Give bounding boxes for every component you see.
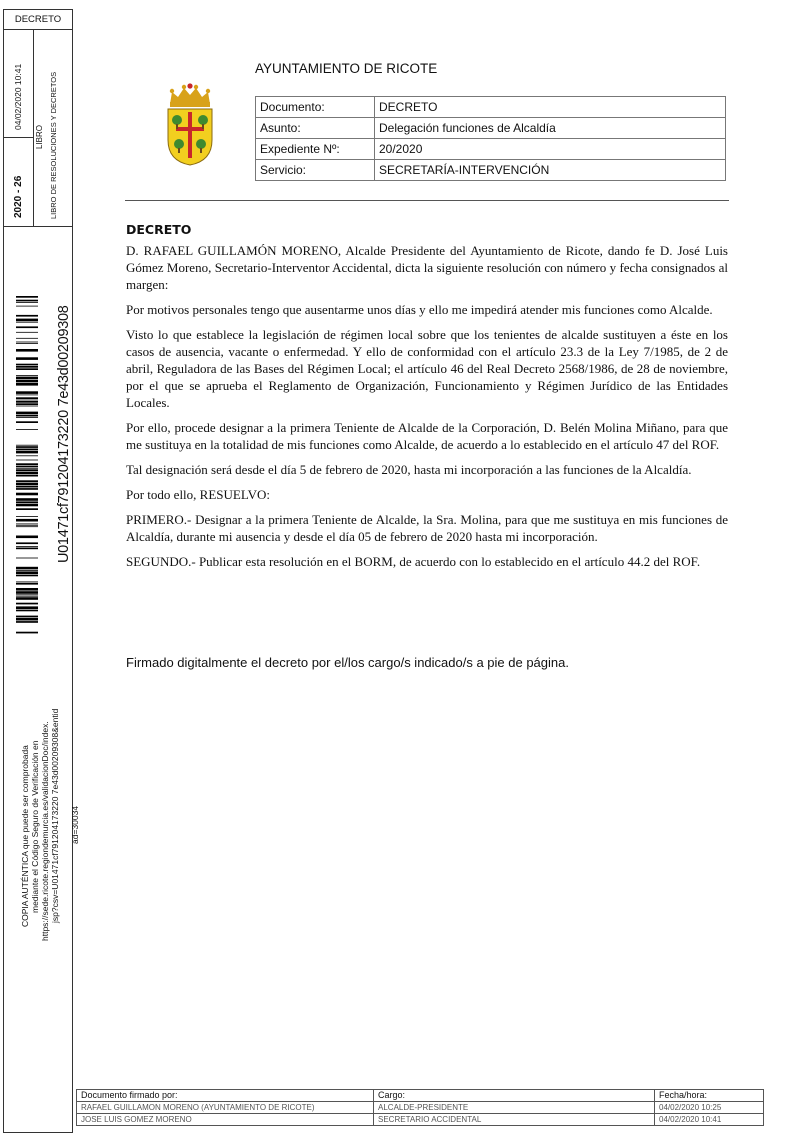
barcode-bar — [16, 322, 38, 323]
csv-barcode — [16, 296, 38, 634]
barcode-bar — [16, 504, 38, 507]
copia-line-4: jsp?csv=U01471cf791204173220 7e43d00209308&entid — [50, 708, 60, 923]
info-label: Asunto: — [256, 118, 375, 139]
barcode-bar — [16, 606, 38, 609]
info-label: Documento: — [256, 97, 375, 118]
info-row-expediente — [256, 139, 726, 160]
barcode-bar — [16, 460, 38, 461]
signer-name: RAFAEL GUILLAMON MORENO (AYUNTAMIENTO DE RICOTE) — [77, 1102, 374, 1114]
barcode-bar — [16, 596, 38, 597]
barcode-bar — [16, 463, 38, 465]
barcode-bar — [16, 326, 38, 328]
barcode-bar — [16, 594, 38, 595]
barcode-bar — [16, 498, 38, 501]
barcode-bar — [16, 525, 38, 526]
info-value: SECRETARÍA-INTERVENCIÓN — [375, 160, 726, 181]
paragraph-resuelvo: Por todo ello, RESUELVO: — [126, 487, 270, 502]
signer-cargo: ALCALDE-PRESIDENTE — [374, 1102, 655, 1114]
barcode-bar — [16, 621, 38, 623]
signature-header-datetime: Fecha/hora: — [655, 1090, 764, 1102]
document-info-table — [255, 96, 726, 181]
barcode-bar — [16, 296, 38, 298]
barcode-bar — [16, 421, 38, 423]
barcode-bar — [16, 391, 38, 394]
barcode-bar — [16, 400, 38, 401]
barcode-bar — [16, 618, 38, 621]
paragraph-preamble: D. RAFAEL GUILLAMÓN MORENO, Alcalde Presidente del Ayuntamiento de Ricote, dando fe D. José Luis Gómez Moreno, Secretario-Interventor Accidental, dicta la siguiente resolución con número y fecha consignados al margen: — [126, 243, 728, 292]
signer-datetime: 04/02/2020 10:41 — [655, 1114, 764, 1126]
barcode-bar — [16, 610, 38, 612]
info-row-servicio — [256, 160, 726, 181]
barcode-bar — [16, 575, 38, 577]
info-value: 20/2020 — [375, 139, 726, 160]
info-row-documento — [256, 97, 726, 118]
barcode-bar — [16, 368, 38, 370]
municipal-coat-of-arms — [164, 82, 216, 166]
barcode-bar — [16, 493, 38, 496]
barcode-bar — [16, 536, 38, 539]
barcode-bar — [16, 582, 38, 583]
info-label: Servicio: — [256, 160, 375, 181]
barcode-bar — [16, 558, 38, 559]
info-value: Delegación funciones de Alcaldía — [375, 118, 726, 139]
paragraph-legal-basis: Visto lo que establece la legislación de régimen local sobre que los tenientes de alcalde sustituyen a éste en los casos de ausencia, vacante o enfermedad. Y ello de conformidad con el artículo 23.3 de la Ley 7/1985, de 2 de abril, Reguladora de las Bases del Régimen Local; el artículo 46 del Real Decreto 2568/1986, de 28 de noviembre, por el que se aprueba el Reglamento de Organización, Funcionamiento y Régimen Jurídico de las Entidades Locales. — [126, 327, 728, 410]
barcode-bar — [16, 429, 38, 430]
barcode-bar — [16, 403, 38, 405]
info-value: DECRETO — [375, 97, 726, 118]
barcode-bar — [16, 455, 38, 456]
barcode-bar — [16, 445, 38, 446]
sidebar-decree-number: 2020 - 26 — [13, 175, 24, 218]
barcode-bar — [16, 401, 38, 403]
sidebar-datetime: 04/02/2020 10:41 — [13, 63, 23, 130]
info-label: Expediente Nº: — [256, 139, 375, 160]
barcode-bar — [16, 603, 38, 605]
paragraph-segundo: SEGUNDO.- Publicar esta resolución en el BORM, de acuerdo con lo establecido en el artículo 44.2 del ROF. — [126, 554, 701, 569]
barcode-bar — [16, 315, 38, 317]
signer-name: JOSE LUIS GOMEZ MORENO — [77, 1114, 374, 1126]
barcode-bar — [16, 338, 38, 339]
barcode-bar — [16, 466, 38, 468]
barcode-bar — [16, 449, 38, 451]
barcode-bar — [16, 380, 38, 383]
barcode-bar — [16, 446, 38, 448]
barcode-bar — [16, 571, 38, 574]
barcode-bar — [16, 548, 38, 550]
shield-icon — [168, 109, 212, 165]
barcode-bar — [16, 306, 38, 307]
barcode-bar — [16, 597, 38, 600]
signature-row — [77, 1102, 764, 1114]
sidebar-divider-vertical — [33, 29, 34, 226]
barcode-bar — [16, 332, 38, 333]
barcode-bar — [16, 342, 38, 343]
sidebar-meta-box — [4, 29, 72, 227]
barcode-bar — [16, 377, 38, 380]
paragraph-dates: Tal designación será desde el día 5 de febrero de 2020, hasta mi incorporación a las funciones de la Alcaldía. — [126, 462, 692, 477]
signature-table — [76, 1089, 764, 1126]
barcode-bar — [16, 343, 38, 344]
barcode-bar — [16, 397, 38, 399]
copia-line-1: COPIA AUTÉNTICA que puede ser comprobada — [20, 745, 30, 927]
paragraph-primero: PRIMERO.- Designar a la primera Teniente de Alcalde, la Sra. Molina, para que me sustituya en mis funciones de Alcaldía, durante mi ausencia y desde el día 05 de febrero de 2020 hasta mi incorporación. — [126, 512, 728, 544]
barcode-bar — [16, 319, 38, 322]
barcode-bar — [16, 349, 38, 352]
decree-body — [126, 221, 728, 578]
copia-line-2: mediante el Código Seguro de Verificación en — [30, 740, 40, 913]
barcode-bar — [16, 546, 38, 547]
barcode-bar — [16, 469, 38, 471]
barcode-bar — [16, 366, 38, 368]
sidebar-divider-horizontal — [4, 137, 34, 138]
signer-cargo: SECRETARIO ACCIDENTAL — [374, 1114, 655, 1126]
barcode-bar — [16, 417, 38, 418]
signature-row — [77, 1114, 764, 1126]
barcode-bar — [16, 542, 38, 544]
barcode-bar — [16, 616, 38, 618]
barcode-bar — [16, 632, 38, 634]
header-divider — [125, 200, 729, 201]
barcode-bar — [16, 383, 38, 386]
barcode-bar — [16, 488, 38, 490]
barcode-bar — [16, 508, 38, 510]
signature-header-cargo: Cargo: — [374, 1090, 655, 1102]
barcode-bar — [16, 300, 38, 302]
barcode-bar — [16, 519, 38, 522]
signature-header-row — [77, 1090, 764, 1102]
signature-header-signer: Documento firmado por: — [77, 1090, 374, 1102]
csv-code: U01471cf791204173220 7e43d00209308 — [56, 305, 72, 563]
info-row-asunto — [256, 118, 726, 139]
barcode-bar — [16, 516, 38, 517]
barcode-bar — [16, 524, 38, 525]
barcode-bar — [16, 501, 38, 503]
verification-sidebar — [3, 9, 80, 1133]
paragraph-motive: Por motivos personales tengo que ausentarme unos días y ello me impedirá atender mis funciones como Alcalde. — [126, 302, 713, 317]
barcode-bar — [16, 483, 38, 486]
copia-line-3: https://sede.ricote.regiondemurcia.es/validacionDoc/index. — [40, 721, 50, 941]
barcode-bar — [16, 583, 38, 585]
barcode-bar — [16, 526, 38, 527]
sidebar-libro-label: LIBRO — [35, 124, 44, 149]
barcode-bar — [16, 475, 38, 477]
barcode-bar — [16, 570, 38, 571]
barcode-bar — [16, 468, 38, 469]
signed-note: Firmado digitalmente el decreto por el/los cargo/s indicado/s a pie de página. — [126, 655, 569, 670]
sidebar-doc-type: DECRETO — [4, 10, 72, 30]
barcode-bar — [16, 591, 38, 594]
barcode-bar — [16, 472, 38, 475]
barcode-bar — [16, 406, 38, 407]
paragraph-designation: Por ello, procede designar a la primera Teniente de Alcalde de la Corporación, D. Belén Molina Miñano, para que me sustituya en la totalidad de mis funciones como Alcalde, de acuerdo a lo establecido en el artículo 47 del ROF. — [126, 420, 728, 452]
barcode-bar — [16, 451, 38, 454]
barcode-bar — [16, 357, 38, 360]
barcode-bar — [16, 480, 38, 482]
signer-datetime: 04/02/2020 10:25 — [655, 1102, 764, 1114]
sidebar-libro-name: LIBRO DE RESOLUCIONES Y DECRETOS — [49, 71, 58, 219]
organization-name: AYUNTAMIENTO DE RICOTE — [255, 61, 438, 76]
barcode-bar — [16, 375, 38, 376]
barcode-bar — [16, 486, 38, 488]
barcode-bar — [16, 302, 38, 303]
barcode-bar — [16, 415, 38, 417]
decree-heading: DECRETO — [126, 222, 192, 237]
barcode-bar — [16, 364, 38, 366]
barcode-bar — [16, 588, 38, 591]
barcode-bar — [16, 567, 38, 570]
crown-icon — [170, 83, 210, 107]
barcode-bar — [16, 395, 38, 396]
copia-line-5: ad=30034 — [70, 805, 80, 844]
barcode-bar — [16, 412, 38, 415]
